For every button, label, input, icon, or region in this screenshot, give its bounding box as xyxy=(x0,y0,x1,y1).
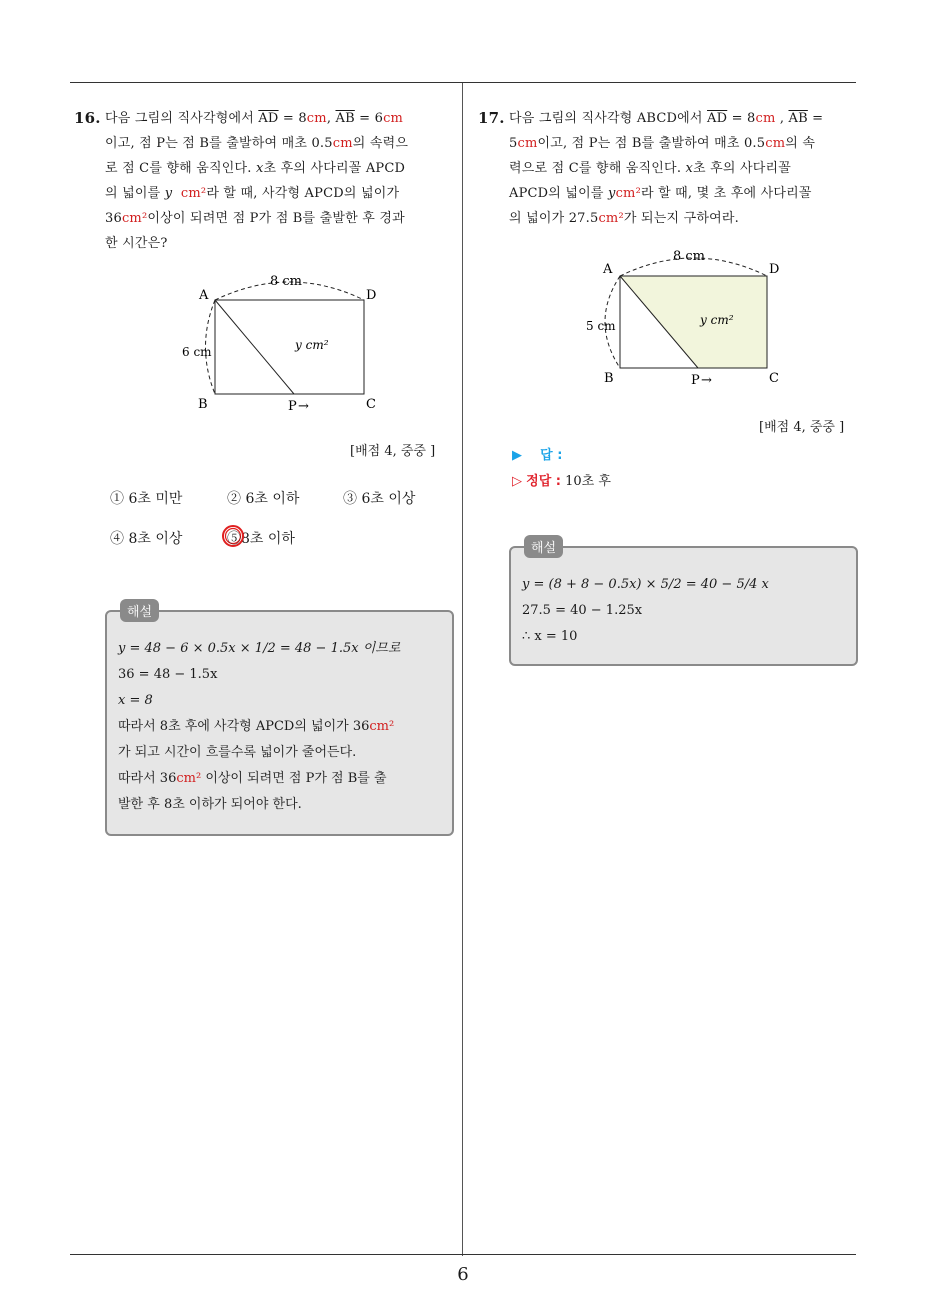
solution-tag: 해설 xyxy=(524,535,563,558)
q17-meta: [배점 4, 중중 ] xyxy=(759,420,845,435)
question-line: APCD의 넓이를 ycm²라 할 때, 몇 초 후에 사다리꼴 xyxy=(509,186,812,201)
p-arrow-icon: → xyxy=(298,399,309,414)
question-line: 이고, 점 P는 점 B를 출발하여 매초 0.5cm의 속력으 xyxy=(105,136,409,151)
solution-line: 따라서 36cm² 이상이 되려면 점 P가 점 B를 출 xyxy=(118,771,387,786)
question-line: 36cm²이상이 되려면 점 P가 점 B를 출발한 후 경과 xyxy=(105,211,405,226)
correct-value: 10초 후 xyxy=(565,474,611,489)
solution-line: y = 48 − 6 × 0.5x × 1/2 = 48 − 1.5x 이므로 xyxy=(118,641,401,656)
question-line: 의 넓이를 y cm²라 할 때, 사각형 APCD의 넓이가 xyxy=(105,186,400,201)
answer-label: 답 : xyxy=(540,448,563,463)
question-line: 한 시간은? xyxy=(105,236,168,251)
q16-figure xyxy=(170,270,390,420)
vertex-c: C xyxy=(366,397,376,412)
left-length: 6 cm xyxy=(182,345,212,359)
header-rule xyxy=(70,82,856,83)
question-line: 5cm이고, 점 P는 점 B를 출발하여 매초 0.5cm의 속 xyxy=(509,136,816,151)
left-length: 5 cm xyxy=(586,319,616,333)
top-length: 8 cm xyxy=(270,274,303,289)
column-separator xyxy=(462,83,463,1256)
question-line: 의 넓이가 27.5cm²가 되는지 구하여라. xyxy=(509,211,739,226)
choice-2[interactable]: ② 6초 이하 xyxy=(227,491,300,507)
solution-line: y = (8 + 8 − 0.5x) × 5/2 = 40 − 5/4 x xyxy=(522,577,769,592)
footer-rule xyxy=(70,1254,856,1255)
choice-3[interactable]: ③ 6초 이상 xyxy=(343,491,416,507)
correct-label: 정답 : xyxy=(526,474,561,489)
play-triangle-icon: ▶ xyxy=(512,448,522,463)
vertex-a: A xyxy=(603,262,613,277)
area-label: y cm² xyxy=(295,338,329,352)
solution-line: 따라서 8초 후에 사각형 APCD의 넓이가 36cm² xyxy=(118,719,395,734)
solution-line: 가 되고 시간이 흐를수록 넓이가 줄어든다. xyxy=(118,745,357,760)
q17-solution-text xyxy=(522,572,852,650)
solution-line: 발한 후 8초 이하가 되어야 한다. xyxy=(118,797,302,812)
solution-line: x = 8 xyxy=(118,693,153,708)
question-16 xyxy=(74,106,458,256)
top-length: 8 cm xyxy=(673,249,706,264)
vertex-d: D xyxy=(366,288,377,303)
vertex-a: A xyxy=(199,288,209,303)
q17-answer-line xyxy=(512,444,562,463)
page-number: 6 xyxy=(457,1264,469,1285)
outline-triangle-icon: ▷ xyxy=(512,474,522,489)
solution-tag: 해설 xyxy=(120,599,159,622)
question-line: 다음 그림의 직사각형에서 $\overline{AD} = 8cm$, $\overline{AB} = 6cm$ xyxy=(105,111,404,126)
q17-correct-line xyxy=(512,470,611,489)
vertex-b: B xyxy=(198,397,208,412)
p-arrow-icon: → xyxy=(701,373,712,388)
question-line: 로 점 C를 향해 움직인다. x초 후의 사다리꼴 APCD xyxy=(105,161,406,176)
q17-figure xyxy=(580,246,800,396)
question-17 xyxy=(478,106,860,231)
question-number: 16. xyxy=(74,109,101,127)
vertex-d: D xyxy=(769,262,780,277)
rectangle xyxy=(215,300,364,394)
choice-1[interactable]: ① 6초 미만 xyxy=(110,491,183,507)
trapezoid-apcd xyxy=(620,276,767,368)
solution-line: 27.5 = 40 − 1.25x xyxy=(522,603,643,618)
segment-ap xyxy=(215,300,294,394)
point-p: P xyxy=(288,399,297,414)
q16-solution-text xyxy=(118,636,448,818)
vertex-c: C xyxy=(769,371,779,386)
q16-meta: [배점 4, 중중 ] xyxy=(350,444,436,459)
point-p: P xyxy=(691,373,700,388)
area-label: y cm² xyxy=(700,313,734,327)
solution-line: 36 = 48 − 1.5x xyxy=(118,667,218,682)
choice-4[interactable]: ④ 8초 이상 xyxy=(110,531,183,547)
question-number: 17. xyxy=(478,109,505,127)
question-line: 다음 그림의 직사각형 ABCD에서 $\overline{AD} = 8cm$ , $\overline{AB}$ = xyxy=(509,111,824,126)
q16-choices xyxy=(110,488,450,558)
solution-line: ∴ x = 10 xyxy=(522,629,578,644)
vertex-b: B xyxy=(604,371,614,386)
choice-5[interactable]: ⑤8초 이하 xyxy=(227,528,295,548)
question-line: 력으로 점 C를 향해 움직인다. x초 후의 사다리꼴 xyxy=(509,161,792,176)
